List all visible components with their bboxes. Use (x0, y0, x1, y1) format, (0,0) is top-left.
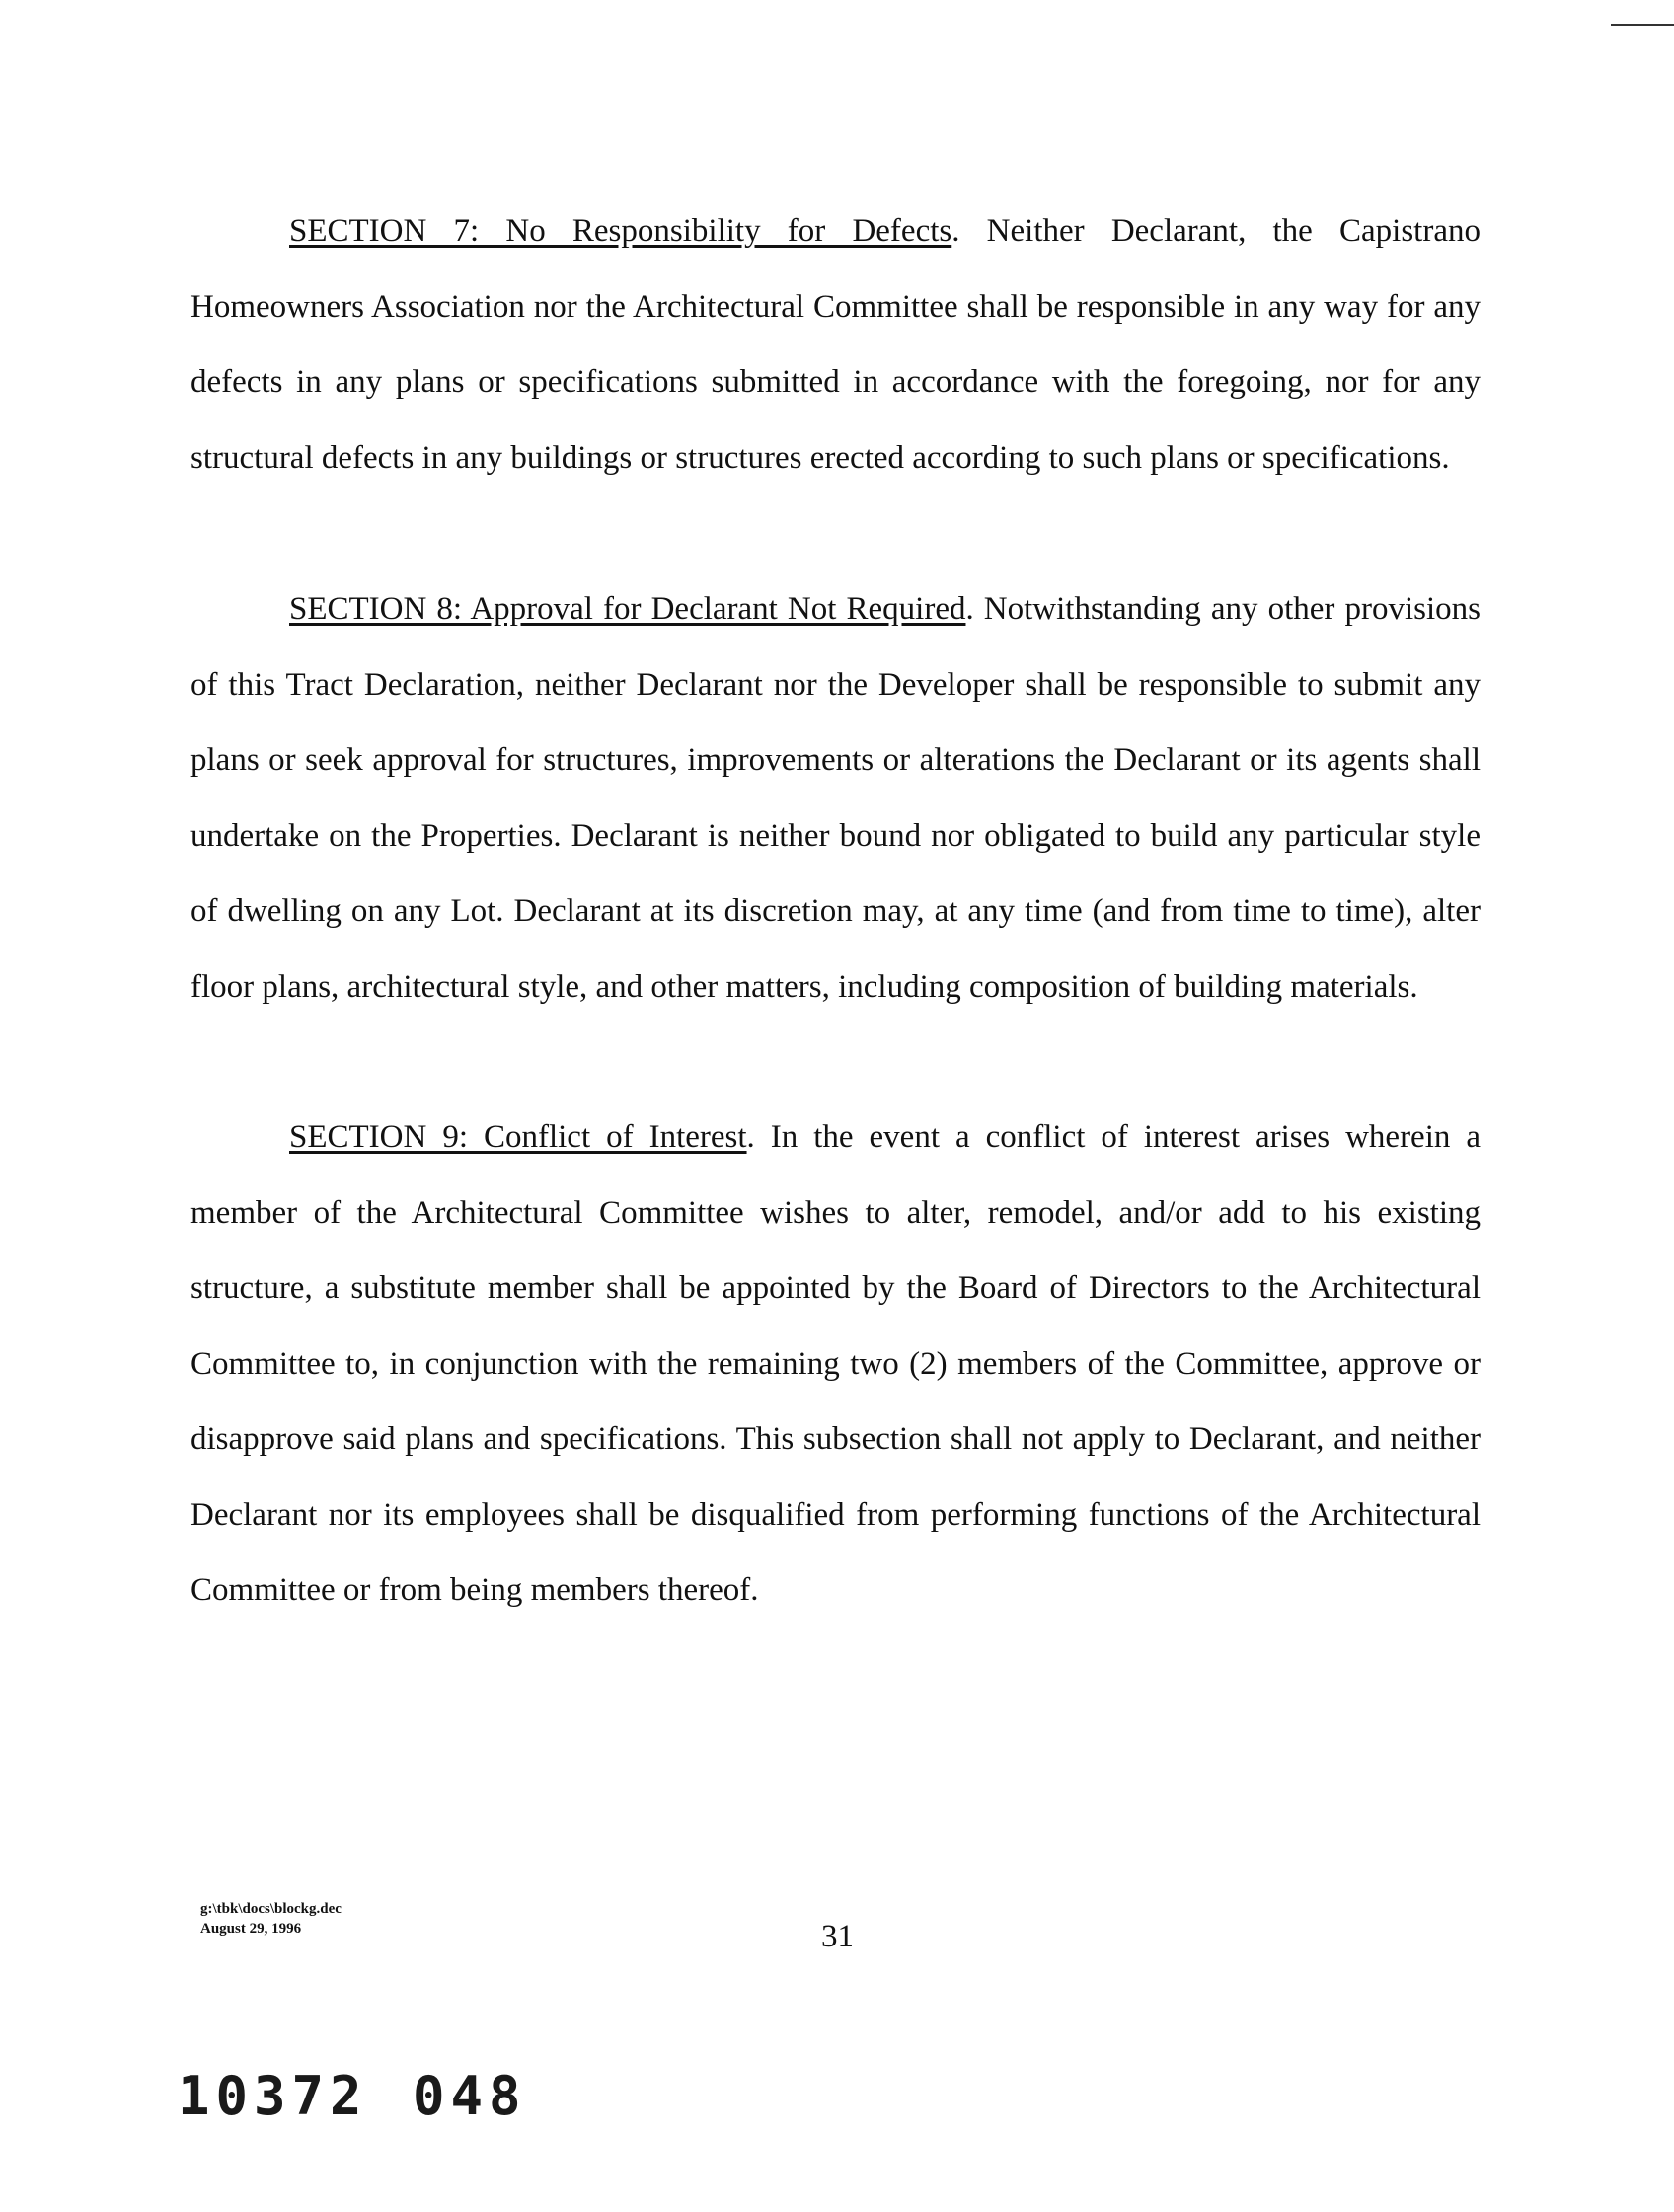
footer-file-info (200, 1899, 342, 1939)
footer-file-path: g:\tbk\docs\blockg.dec (200, 1901, 342, 1917)
section-9-heading: SECTION 9: Conflict of Interest (289, 1119, 747, 1155)
section-7-text: . Neither Declarant, the Capistrano Homeowners Association nor the Architectural Committee shall be responsible in any way for any defects in any plans or specifications submitted in accordance with the foregoing, nor for any structural defects in any buildings or structures erected according to such plans or specifications. (190, 213, 1481, 476)
footer-date: August 29, 1996 (200, 1921, 302, 1937)
recording-stamp-page: 048 (413, 2065, 527, 2127)
corner-scan-mark (1611, 24, 1674, 26)
section-9-paragraph (190, 1100, 1481, 1629)
section-9-text: . In the event a conflict of interest arises wherein a member of the Architectural Committee wishes to alter, remodel, and/or add to his existing structure, a substitute member shall be appointed by the Board of Directors to the Architectural Committee to, in conjunction with the remaining two (2) members of the Committee, approve or disapprove said plans and specifications. This subsection shall not apply to Declarant, and neither Declarant nor its employees shall be disqualified from performing functions of the Architectural Committee or from being members thereof. (190, 1119, 1482, 1608)
section-7 (190, 193, 1481, 496)
recording-stamp-book: 10372 (178, 2065, 368, 2127)
section-8 (190, 572, 1481, 1025)
section-8-heading: SECTION 8: Approval for Declarant Not Required (289, 591, 966, 627)
section-8-paragraph (190, 572, 1481, 1025)
section-9 (190, 1100, 1481, 1629)
page-number: 31 (821, 1919, 854, 1954)
section-7-paragraph (190, 193, 1481, 496)
section-7-heading: SECTION 7: No Responsibility for Defects (289, 213, 952, 249)
section-8-text: . Notwithstanding any other provisions of this Tract Declaration, neither Declarant nor the Developer shall be responsible to submit any plans or seek approval for structures, improvements or alterations the Declarant or its agents shall undertake on the Properties. Declarant is neither bound nor obligated to build any particular style of dwelling on any Lot. Declarant at its discretion may, at any time (and from time to time), alter floor plans, architectural style, and other matters, including composition of building materials. (190, 591, 1481, 1005)
